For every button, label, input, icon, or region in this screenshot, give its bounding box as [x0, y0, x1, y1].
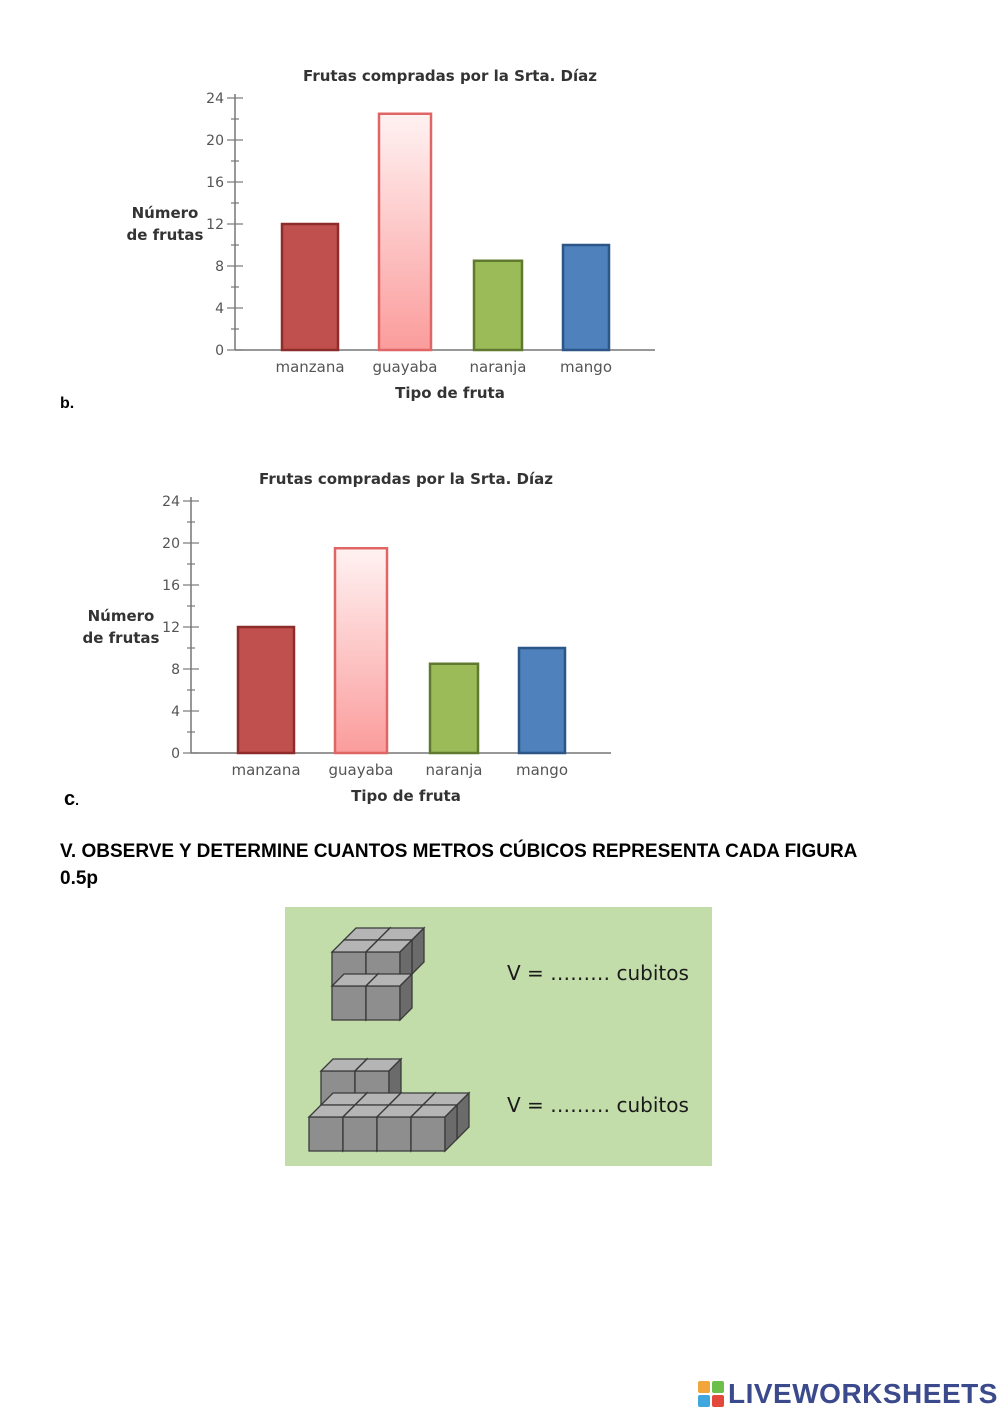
x-tick-label: naranja [469, 358, 527, 376]
x-tick-label: naranja [425, 761, 483, 779]
x-tick-label: guayaba [328, 761, 394, 779]
liveworksheets-logo [698, 1376, 998, 1412]
logo-mark-icon [698, 1381, 724, 1407]
y-tick-label: 4 [171, 704, 180, 720]
y-tick-label: 12 [162, 620, 180, 636]
x-tick-label: guayaba [372, 358, 438, 376]
bar-chart-1 [120, 62, 680, 412]
x-tick-label: manzana [231, 761, 301, 779]
item-label-c-dot: . [75, 792, 80, 808]
bar-naranja [474, 261, 522, 350]
x-tick-label: manzana [275, 358, 345, 376]
section-heading: V. OBSERVE Y DETERMINE CUANTOS METROS CÚBICOS REPRESENTA CADA FIGURA [60, 841, 858, 862]
bar-guayaba [379, 114, 431, 350]
y-tick-label: 4 [215, 301, 224, 317]
y-tick-label: 16 [162, 578, 180, 594]
bar-mango [519, 648, 565, 753]
logo-text: LIVEWORKSHEETS [728, 1378, 998, 1409]
y-tick-label: 24 [162, 494, 180, 510]
y-tick-label: 12 [206, 217, 224, 233]
bar-manzana [238, 627, 294, 753]
item-label-c-letter: c [64, 788, 76, 810]
chart-title: Frutas compradas por la Srta. Díaz [259, 470, 553, 488]
x-tick-label: mango [515, 761, 569, 779]
cube-figure-2 [309, 1059, 469, 1151]
bar-chart-2 [76, 465, 636, 815]
y-axis-title: de frutas [82, 629, 160, 647]
bar-naranja [430, 664, 478, 753]
y-tick-label: 0 [171, 746, 180, 762]
volume-answer-2: V = ……… cubitos [507, 1093, 689, 1117]
y-tick-label: 8 [171, 662, 180, 678]
cube-figures-panel [285, 907, 712, 1166]
cube-figure-1 [332, 928, 424, 1020]
y-tick-label: 24 [206, 91, 224, 107]
y-axis-title: de frutas [126, 226, 204, 244]
y-tick-label: 0 [215, 343, 224, 359]
volume-answer-1: V = ……… cubitos [507, 961, 689, 985]
y-tick-label: 20 [206, 133, 224, 149]
section-points: 0.5p [60, 868, 99, 889]
bar-guayaba [335, 548, 387, 753]
chart-title: Frutas compradas por la Srta. Díaz [303, 67, 597, 85]
section-title [60, 838, 940, 892]
x-axis-title: Tipo de fruta [395, 384, 505, 402]
y-axis-title: Número [131, 204, 199, 222]
cube-figures-svg [285, 907, 712, 1166]
x-axis-title: Tipo de fruta [351, 787, 461, 805]
y-tick-label: 8 [215, 259, 224, 275]
bar-chart-2-svg [76, 465, 636, 815]
bar-manzana [282, 224, 338, 350]
bar-mango [563, 245, 609, 350]
x-tick-label: mango [559, 358, 613, 376]
y-tick-label: 16 [206, 175, 224, 191]
y-axis-title: Número [87, 607, 155, 625]
bar-chart-1-svg [120, 62, 680, 412]
y-tick-label: 20 [162, 536, 180, 552]
item-label-b: b. [60, 395, 75, 412]
item-label-c [64, 788, 79, 811]
